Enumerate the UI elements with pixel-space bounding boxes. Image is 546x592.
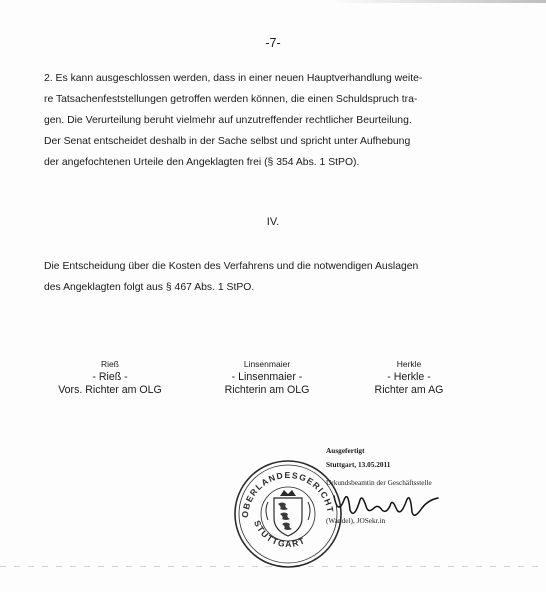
section-heading: IV. (266, 216, 280, 228)
paragraph-2 (44, 68, 422, 173)
paragraph-line: re Tatsachenfeststellungen getroffen werden können, die einen Schuldspruch tra- (44, 94, 418, 105)
scan-edge-bottom (0, 566, 546, 567)
signature-typed-name: - Rieß - (92, 371, 128, 383)
svg-text:STUTTGART (252, 519, 307, 549)
page-number: -7- (265, 36, 281, 50)
paragraph-line: des Angeklagten folgt aus § 467 Abs. 1 StPO. (44, 282, 255, 293)
handwritten-signature (332, 486, 442, 522)
coat-of-arms-icon (266, 490, 310, 536)
paragraph-line: Der Senat entscheidet deshalb in der Sache selbst und spricht unter Aufhebung (44, 136, 411, 147)
paragraph-line: gen. Die Verurteilung beruht vielmehr auf unzutreffender rechtlicher Beurteilung. (44, 115, 412, 126)
certification-title: Ausgefertigt (326, 446, 365, 455)
paragraph-line: der angefochtenen Urteile den Angeklagten frei (§ 354 Abs. 1 StPO). (44, 157, 360, 168)
signature-typed-name: - Linsenmaier - (231, 371, 303, 383)
seal-bottom-text: STUTTGART (251, 518, 308, 550)
signature-role: Vors. Richter am OLG (58, 384, 162, 396)
signature-role: Richterin am OLG (224, 384, 310, 396)
scan-edge-shadow (330, 0, 546, 3)
signature-handwritten-name: Linsenmaier (243, 359, 291, 369)
signature-block-presiding-judge (25, 358, 195, 397)
paragraph-line: 2. Es kann ausgeschlossen werden, dass in einer neuen Hauptverhandlung weite- (44, 73, 423, 84)
certification-date: Stuttgart, 13.05.2011 (326, 460, 391, 469)
signature-handwritten-name: Herkle (396, 359, 422, 369)
paragraph-costs (44, 256, 418, 298)
certification-official: Urkundsbeamtin der Geschäftsstelle (326, 478, 432, 487)
paragraph-line: Die Entscheidung über die Kosten des Verfahrens und die notwendigen Auslagen (44, 261, 419, 272)
certification-name: (Wandel), JOSekr.in (326, 516, 386, 525)
signature-role: Richter am AG (374, 384, 444, 396)
signature-handwritten-name: Rieß (101, 359, 119, 369)
signature-typed-name: - Herkle - (387, 371, 431, 383)
seal-top-text: OBERLANDESGERICHT (239, 469, 336, 519)
court-seal-stamp (232, 458, 344, 570)
signature-block-judge-3 (324, 358, 494, 397)
